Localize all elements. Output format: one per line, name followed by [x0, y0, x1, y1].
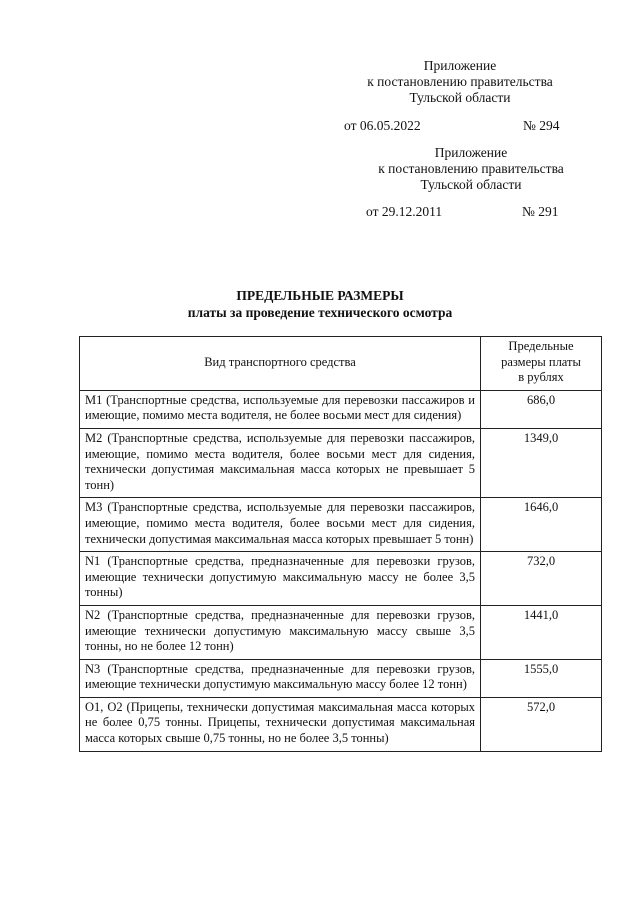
vehicle-category: N1 (Транспортные средства, предназначенные для перевозки грузов, имеющие технически допустимую максимальную массу не более 3,5 тонны) — [80, 552, 481, 606]
fee-value: 1646,0 — [481, 498, 602, 552]
appendix-date-current: от 06.05.2022 — [344, 118, 421, 133]
document-title — [0, 287, 640, 321]
fee-value: 1349,0 — [481, 428, 602, 497]
fee-value: 732,0 — [481, 552, 602, 606]
appendix-header-current — [330, 58, 590, 106]
appendix-date-original: от 29.12.2011 — [366, 204, 443, 219]
vehicle-category: N2 (Транспортные средства, предназначенные для перевозки грузов, имеющие технически допустимую максимальную массу свыше 3,5 тонны, но не более 12 тонн) — [80, 605, 481, 659]
appendix-region: Тульской области — [420, 177, 522, 192]
appendix-resolution: к постановлению правительства — [378, 161, 564, 176]
appendix-header-original — [340, 145, 602, 193]
appendix-number-original: № 291 — [522, 204, 559, 219]
title-main: ПРЕДЕЛЬНЫЕ РАЗМЕРЫ — [236, 288, 404, 303]
appendix-resolution: к постановлению правительства — [367, 74, 553, 89]
vehicle-category: М2 (Транспортные средства, используемые для перевозки пассажиров, имеющие, помимо места водителя, более восьми мест для сидения, технически допустимая максимальная масса которых не превышает 5 тонн) — [80, 428, 481, 497]
header-fee-line: размеры платы — [501, 354, 581, 369]
table-header-row — [80, 337, 602, 391]
header-fee-line: Предельные — [508, 339, 574, 353]
vehicle-category: N3 (Транспортные средства, предназначенные для перевозки грузов, имеющие технически допустимую максимальную массу более 12 тонн) — [80, 659, 481, 697]
vehicle-category: О1, О2 (Прицепы, технически допустимая максимальная масса которых не более 0,75 тонны. Прицепы, технически допустимая максимальная масса которых свыше 0,75 тонны, но не более 3,5 тонны) — [80, 697, 481, 751]
fee-value: 1441,0 — [481, 605, 602, 659]
table-row — [80, 659, 602, 697]
header-fee — [481, 337, 602, 391]
table-row — [80, 697, 602, 751]
table-row — [80, 605, 602, 659]
appendix-label: Приложение — [423, 58, 497, 73]
vehicle-category: М3 (Транспортные средства, используемые для перевозки пассажиров, имеющие, помимо места водителя, более восьми мест для сидения, технически допустимая максимальная масса которых превышает 5 тонн) — [80, 498, 481, 552]
fee-value: 686,0 — [481, 390, 602, 428]
appendix-number-current: № 294 — [523, 118, 560, 133]
title-sub: платы за проведение технического осмотра — [187, 305, 453, 320]
table-row — [80, 428, 602, 497]
appendix-label: Приложение — [434, 145, 508, 160]
fee-value: 572,0 — [481, 697, 602, 751]
table-row — [80, 498, 602, 552]
header-vehicle-type: Вид транспортного средства — [80, 337, 481, 391]
appendix-region: Тульской области — [409, 90, 511, 105]
fee-value: 1555,0 — [481, 659, 602, 697]
fee-table — [79, 336, 602, 752]
table-row — [80, 390, 602, 428]
table-row — [80, 552, 602, 606]
vehicle-category: М1 (Транспортные средства, используемые для перевозки пассажиров и имеющие, помимо места водителя, не более восьми мест для сидения) — [80, 390, 481, 428]
header-fee-line: в рублях — [518, 370, 564, 385]
